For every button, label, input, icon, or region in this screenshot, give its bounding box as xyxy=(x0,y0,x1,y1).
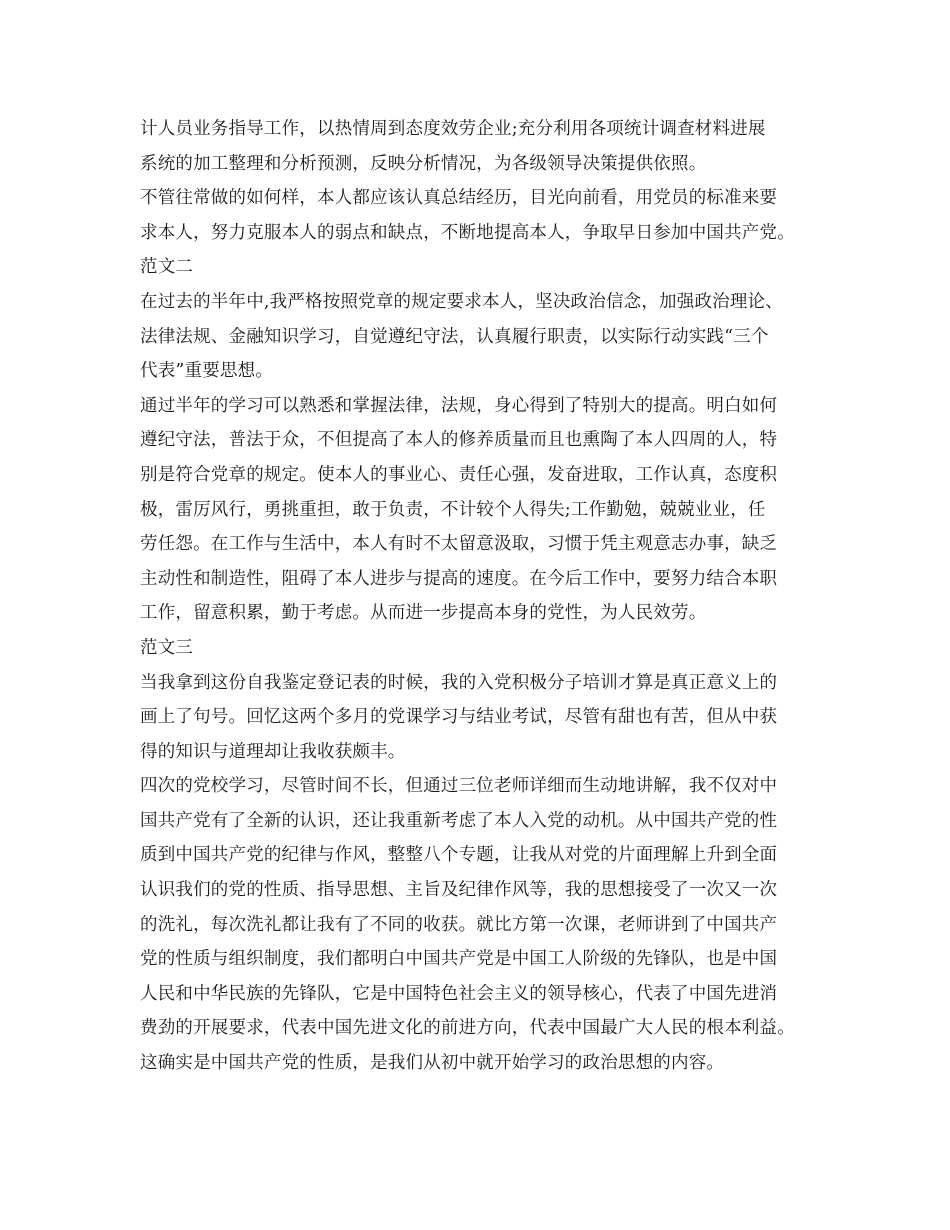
document-body xyxy=(140,112,820,1081)
text-line: 人民和中华民族的先锋队，它是中国特色社会主义的领导核心，代表了中国先进消 xyxy=(140,983,778,1004)
text-line: 得的知识与道理却让我收获颇丰。 xyxy=(140,741,406,762)
text-line: 遵纪守法，普法于众，不但提高了本人的修养质量而且也熏陶了本人四周的人，特 xyxy=(140,430,778,451)
text-line: 求本人，努力克服本人的弱点和缺点，不断地提高本人，争取早日参加中国共产党。 xyxy=(140,222,795,243)
text-line: 的洗礼，每次洗礼都让我有了不同的收获。就比方第一次课，老师讲到了中国共产 xyxy=(140,914,778,935)
text-line: 主动性和制造性，阻碍了本人进步与提高的速度。在今后工作中，要努力结合本职 xyxy=(140,568,778,589)
text-line: 认识我们的党的性质、指导思想、主旨及纪律作风等，我的思想接受了一次又一次 xyxy=(140,880,778,901)
text-line: 国共产党有了全新的认识，还让我重新考虑了本人入党的动机。从中国共产党的性 xyxy=(140,810,778,831)
text-line: 在过去的半年中,我严格按照党章的规定要求本人，坚决政治信念，加强政治理论、 xyxy=(140,291,783,312)
text-line: 工作，留意积累，勤于考虑。从而进一步提高本身的党性，为人民效劳。 xyxy=(140,603,707,624)
text-line: 通过半年的学习可以熟悉和掌握法律，法规，身心得到了特别大的提高。明白如何 xyxy=(140,395,778,416)
text-line: 劳任怨。在工作与生活中，本人有时不太留意汲取，习惯于凭主观意志办事，缺乏 xyxy=(140,534,778,555)
text-line: 四次的党校学习，尽管时间不长，但通过三位老师详细而生动地讲解，我不仅对中 xyxy=(140,776,778,797)
text-line: 计人员业务指导工作，以热情周到态度效劳企业;充分利用各项统计调查材料进展 xyxy=(140,119,766,139)
text-line: 别是符合党章的规定。使本人的事业心、责任心强，发奋进取，工作认真，态度积 xyxy=(140,464,778,485)
text-line: 费劲的开展要求，代表中国先进文化的前进方向，代表中国最广大人民的根本利益。 xyxy=(140,1018,795,1039)
text-line: 当我拿到这份自我鉴定登记表的时候，我的入党积极分子培训才算是真正意义上的 xyxy=(140,672,778,693)
text-line: 这确实是中国共产党的性质，是我们从初中就开始学习的政治思想的内容。 xyxy=(140,1053,725,1074)
section-heading: 范文二 xyxy=(140,257,194,278)
text-line: 极，雷厉风行，勇挑重担，敢于负责，不计较个人得失;工作勤勉，兢兢业业，任 xyxy=(140,499,766,520)
text-line: 不管往常做的如何样，本人都应该认真总结经历，目光向前看，用党员的标准来要 xyxy=(140,188,778,209)
text-line: 代表”重要思想。 xyxy=(140,361,274,382)
text-line: 系统的加工整理和分析预测，反映分析情况，为各级领导决策提供依照。 xyxy=(140,153,707,174)
text-line: 党的性质与组织制度，我们都明白中国共产党是中国工人阶级的先锋队，也是中国 xyxy=(140,949,778,970)
text-line: 画上了句号。回忆这两个多月的党课学习与结业考试，尽管有甜也有苦，但从中获 xyxy=(140,707,778,728)
text-line: 法律法规、金融知识学习，自觉遵纪守法，认真履行职责，以实际行动实践“三个 xyxy=(140,326,769,347)
section-heading: 范文三 xyxy=(140,637,194,658)
text-line: 质到中国共产党的纪律与作风，整整八个专题，让我从对党的片面理解上升到全面 xyxy=(140,845,778,866)
